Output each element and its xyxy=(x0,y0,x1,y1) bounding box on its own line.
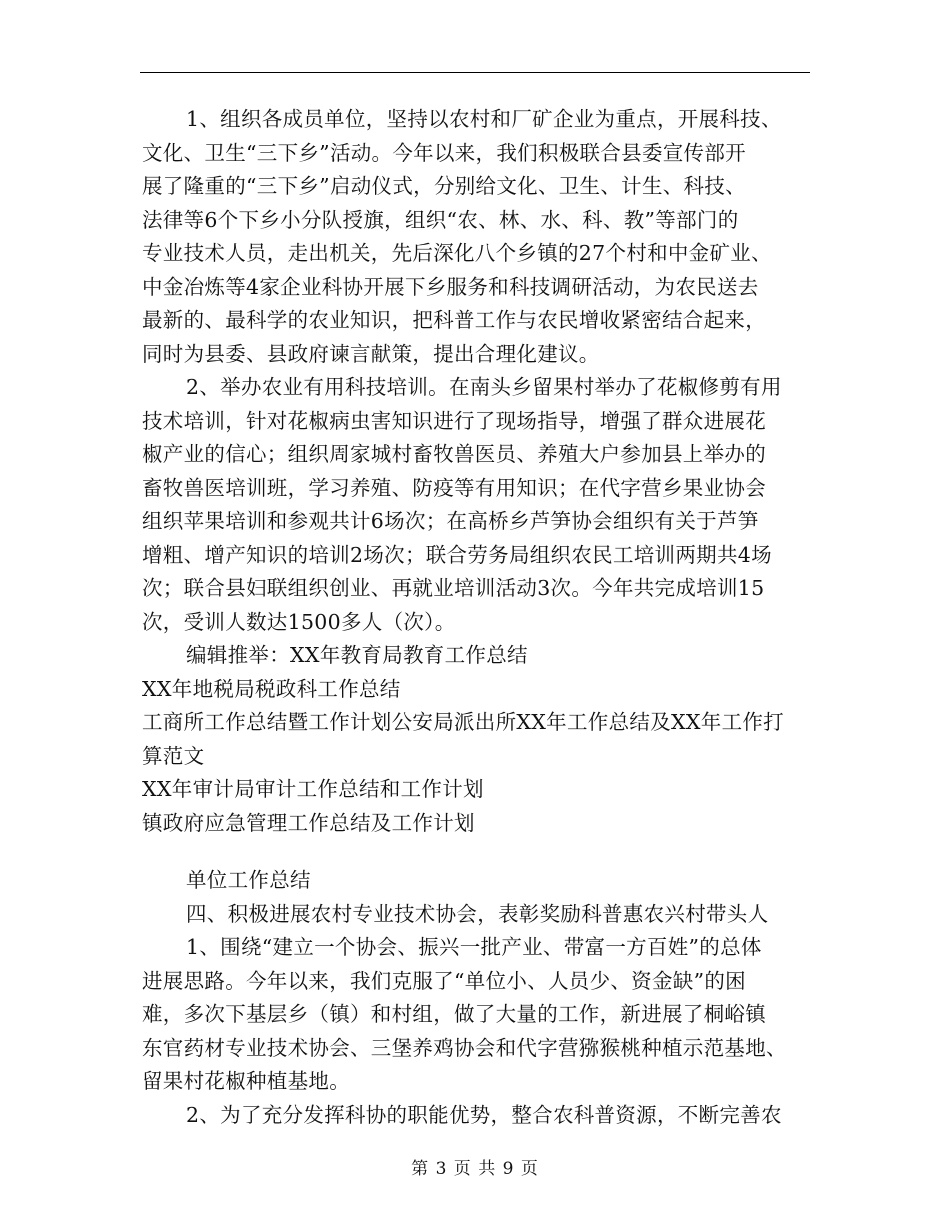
paragraph-line: 文化、卫生“三下乡”活动。今年以来，我们积极联合县委宣传部开 xyxy=(142,140,746,165)
paragraph-4 xyxy=(142,1099,810,1133)
related-link[interactable]: XX年地税局税政科工作总结 xyxy=(142,676,401,701)
paragraph-line: 法律等6个下乡小分队授旗，组织“农、林、水、科、教”等部门的 xyxy=(142,207,739,232)
paragraph-line: 难，多次下基层乡（镇）和村组，做了大量的工作，新进展了桐峪镇 xyxy=(142,1002,766,1026)
section-heading: 四、积极进展农村专业技术协会，表彰奖励科普惠农兴村带头人 xyxy=(186,901,769,926)
paragraph-line: 进展思路。今年以来，我们克服了“单位小、人员少、资金缺”的困 xyxy=(142,968,746,993)
paragraph-line: 椒产业的信心；组织周家城村畜牧兽医员、养殖大户参加县上举办的 xyxy=(142,442,766,466)
recommend-label: 编辑推举：XX年教育局教育工作总结 xyxy=(186,643,528,667)
spacer xyxy=(142,840,810,864)
paragraph-line: 次，受训人数达1500多人（次）。 xyxy=(142,609,456,634)
paragraph-line: 1、围绕“建立一个协会、振兴一批产业、带富一方百姓”的总体 xyxy=(186,935,762,959)
unit-title: 单位工作总结 xyxy=(186,868,311,892)
related-link[interactable]: 镇政府应急管理工作总结及工作计划 xyxy=(142,810,475,835)
paragraph-line: 最新的、最科学的农业知识，把科普工作与农民增收紧密结合起来， xyxy=(142,308,766,332)
related-link[interactable]: 工商所工作总结暨工作计划公安局派出所XX年工作总结及XX年工作打 xyxy=(142,710,784,734)
page-footer: 第 3 页 共 9 页 xyxy=(411,1159,539,1179)
related-link[interactable]: XX年审计局审计工作总结和工作计划 xyxy=(142,777,484,801)
related-links xyxy=(142,673,810,841)
paragraph-line: 同时为县委、县政府谏言献策，提出合理化建议。 xyxy=(142,341,600,366)
paragraph-line: 2、举办农业有用科技培训。在南头乡留果村举办了花椒修剪有用 xyxy=(186,375,782,399)
paragraph-line: 增粗、增产知识的培训2场次；联合劳务局组织农民工培训两期共4场 xyxy=(142,542,772,567)
paragraph-2 xyxy=(142,371,810,639)
paragraph-line: 东官药材专业技术协会、三堡养鸡协会和代字营猕猴桃种植示范基地、 xyxy=(142,1035,787,1060)
document-body xyxy=(142,103,810,1132)
paragraph-line: 组织苹果培训和参观共计6场次；在高桥乡芦笋协会组织有关于芦笋 xyxy=(142,509,759,533)
paragraph-line: 1、组织各成员单位，坚持以农村和厂矿企业为重点，开展科技、 xyxy=(186,107,782,131)
paragraph-line: 次；联合县妇联组织创业、再就业培训活动3次。今年共完成培训15 xyxy=(142,576,765,600)
paragraph-line: 专业技术人员，走出机关，先后深化八个乡镇的27个村和中金矿业、 xyxy=(142,241,772,265)
paragraph-line: 2、为了充分发挥科协的职能优势，整合农科普资源，不断完善农 xyxy=(186,1102,782,1127)
paragraph-line: 中金冶炼等4家企业科协开展下乡服务和科技调研活动，为农民送去 xyxy=(142,274,759,299)
related-link[interactable]: 算范文 xyxy=(142,743,205,768)
paragraph-line: 留果村花椒种植基地。 xyxy=(142,1069,350,1093)
header-rule xyxy=(140,72,810,73)
paragraph-line: 畜牧兽医培训班，学习养殖、防疫等有用知识；在代字营乡果业协会 xyxy=(142,475,766,500)
paragraph-1 xyxy=(142,103,810,371)
paragraph-3 xyxy=(142,931,810,1099)
paragraph-line: 展了隆重的“三下乡”启动仪式，分别给文化、卫生、计生、科技、 xyxy=(142,174,746,198)
paragraph-line: 技术培训，针对花椒病虫害知识进行了现场指导，增强了群众进展花 xyxy=(142,408,766,433)
